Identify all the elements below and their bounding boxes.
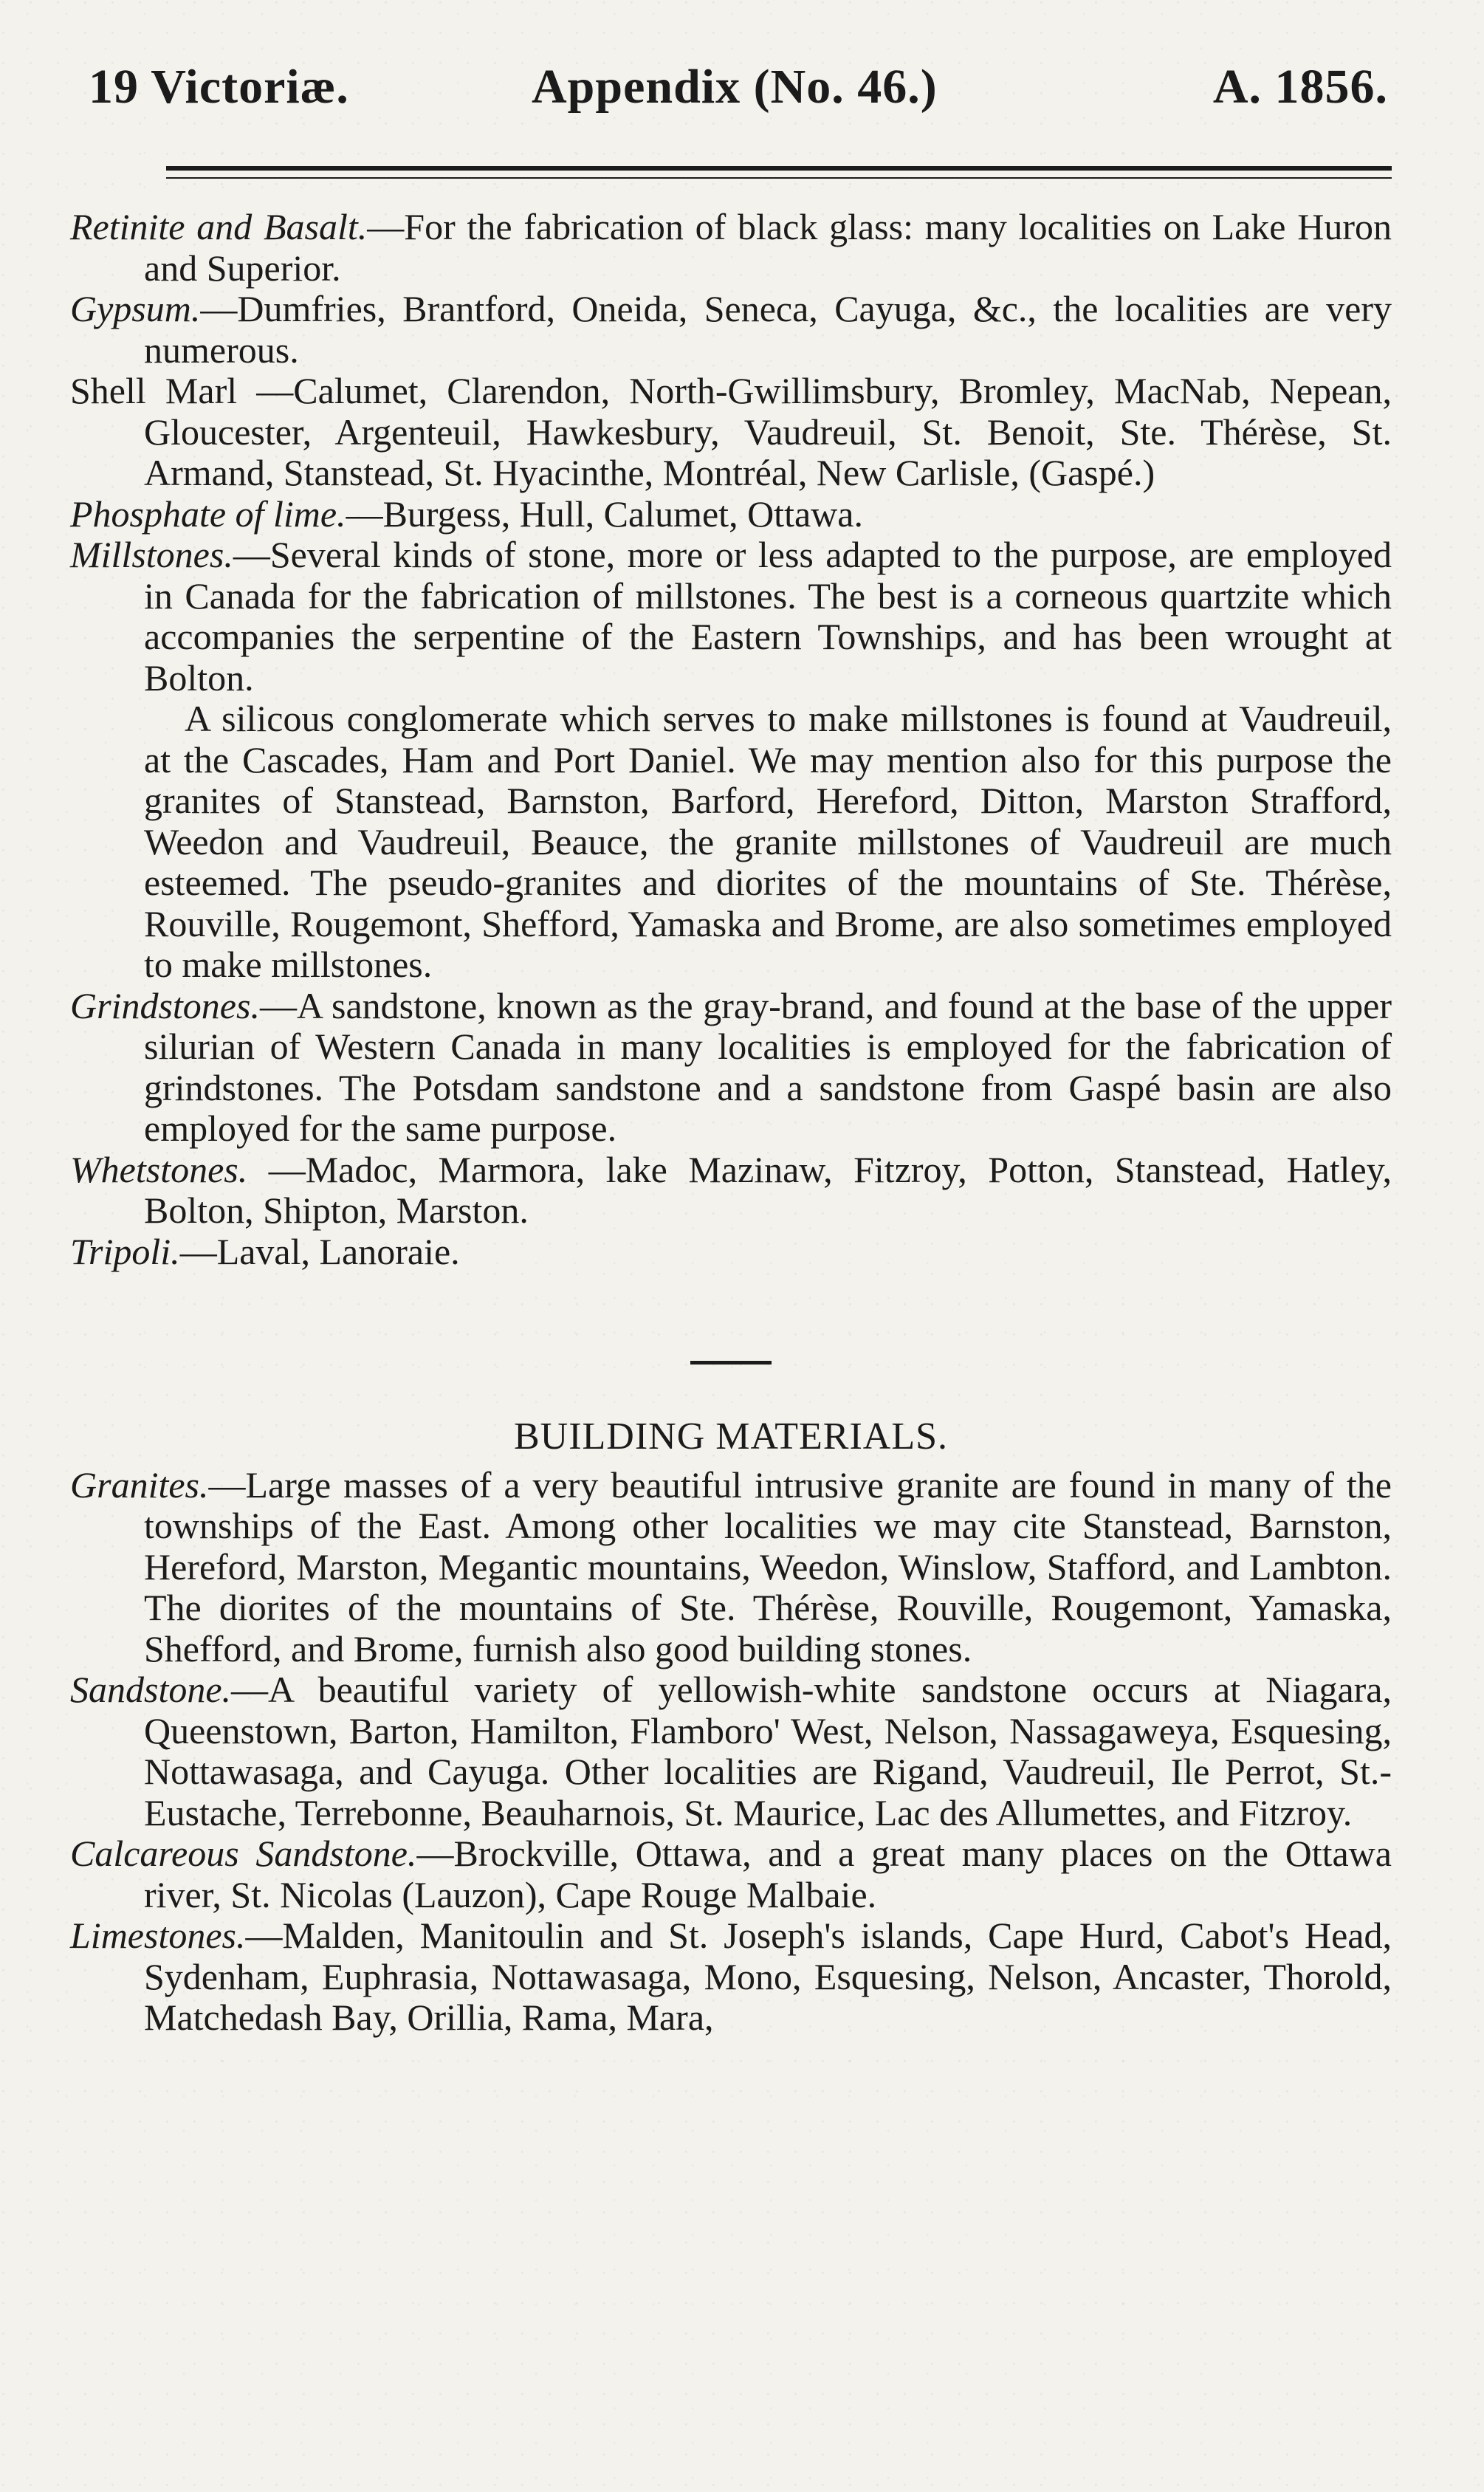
entry-tripoli	[70, 1232, 1392, 1273]
millstones-paragraph-2: A silicous conglomerate which serves to make millstones is found at Vaudreuil, at the Cascades, Ham and Port Daniel. We may mention also for this purpose the granites of Stanstead, Barnston, Barford, Hereford, Ditton, Marston Strafford, Weedon and Vaudreuil, Beauce, the granite millstones of Vaudreuil are much esteemed. The pseudo-granites and diorites of the mountains of Ste. Thérèse, Rouville, Rougemont, Shefford, Yamaska and Brome, are also sometimes employed to make millstones.	[144, 698, 1392, 985]
entry-granites	[70, 1465, 1392, 1670]
header-appendix: Appendix (No. 46.)	[532, 60, 938, 114]
entry-whetstones	[70, 1150, 1392, 1232]
header-year: A. 1856.	[1212, 60, 1388, 114]
entry-phosphate	[70, 494, 1392, 535]
entry-text: —Several kinds of stone, more or less adapted to the purpose, are employed in Canada for the fabrication of millstones. The best is a corneous quartzite which accompanies the serpentine of the Eastern Townships, and has been wrought at Bolton.	[144, 534, 1392, 698]
entry-term: Grindstones.	[70, 984, 260, 1026]
entry-text: —Dumfries, Brantford, Oneida, Seneca, Cayuga, &c., the localities are very numerous.	[144, 288, 1392, 371]
entry-term: Whetstones.	[70, 1148, 248, 1190]
body-text	[70, 207, 1392, 2039]
section-title: BUILDING MATERIALS.	[513, 1415, 949, 1458]
entry-text: —A sandstone, known as the gray-brand, and found at the base of the upper silurian of Western Canada in many localities is employed for the fabrication of grindstones. The Potsdam sandstone and a sandstone from Gaspé basin are also employed for the same purpose.	[144, 984, 1392, 1149]
entry-term: Gypsum.	[70, 288, 201, 329]
entry-text: —Large masses of a very beautiful intrusive granite are found in many of the townships of the East. Among other localities we may cite Stanstead, Barnston, Hereford, Marston, Megantic mountains, Weedon, Winslow, Stafford, and Lambton. The diorites of the mountains of Ste. Thérèse, Rouville, Rougemont, Yamaska, Shefford, and Brome, furnish also good building stones.	[144, 1463, 1392, 1669]
entry-gypsum	[70, 289, 1392, 371]
entry-text: —Malden, Manitoulin and St. Joseph's islands, Cape Hurd, Cabot's Head, Sydenham, Euphrasia, Nottawasaga, Mono, Esquesing, Nelson, Ancaster, Thorold, Matchedash Bay, Orillia, Rama, Mara,	[144, 1915, 1392, 2038]
entry-text: —Laval, Lanoraie.	[179, 1230, 460, 1272]
entry-term: Granites.	[70, 1463, 209, 1506]
entry-term: Calcareous Sandstone.	[70, 1833, 417, 1874]
entry-text: —Brockville, Ottawa, and a great many places on the Ottawa river, St. Nicolas (Lauzon), Cape Rouge Malbaie.	[144, 1833, 1392, 1915]
entry-term: Tripoli.	[70, 1230, 180, 1272]
entry-term: Phosphate of lime.	[70, 492, 346, 535]
entry-grindstones	[70, 986, 1392, 1150]
header-rule-thick	[166, 166, 1392, 171]
entry-text: Shell Marl —Calumet, Clarendon, North-Gwillimsbury, Bromley, MacNab, Nepean, Gloucester, Argenteuil, Hawkesbury, Vaudreuil, St. Benoit, Ste. Thérèse, St. Armand, Stanstead, St. Hyacinthe, Montréal, New Carlisle, (Gaspé.)	[70, 370, 1392, 493]
entry-retinite	[70, 207, 1392, 289]
running-header	[89, 59, 1395, 148]
entry-shell-marl	[70, 371, 1392, 494]
entry-millstones	[70, 535, 1392, 698]
header-rule-thin	[166, 177, 1392, 179]
entry-text: —Burgess, Hull, Calumet, Ottawa.	[346, 492, 863, 535]
entry-term: Retinite and Basalt.	[70, 206, 368, 247]
entry-term: Limestones.	[70, 1915, 246, 1956]
entry-text: —A beautiful variety of yellowish-white sandstone occurs at Niagara, Queenstown, Barton, Hamilton, Flamboro' West, Nelson, Nassagaweya, Esquesing, Nottawasaga, and Cayuga. Other localities are Rigand, Vaudreuil, Ile Perrot, St.-Eustache, Terrebonne, Beauharnois, St. Maurice, Lac des Allumettes, and Fitzroy.	[144, 1669, 1392, 1833]
section-separator	[690, 1361, 772, 1365]
entry-limestones	[70, 1915, 1392, 2039]
entry-calcareous-sandstone	[70, 1833, 1392, 1915]
entry-text: —For the fabrication of black glass: many localities on Lake Huron and Superior.	[144, 206, 1392, 289]
header-session: 19 Victoriæ.	[89, 60, 349, 114]
entry-term: Sandstone.	[70, 1669, 232, 1710]
entry-sandstone	[70, 1669, 1392, 1833]
entry-term: Millstones.	[70, 534, 233, 575]
entry-text: —Madoc, Marmora, lake Mazinaw, Fitzroy, Potton, Stanstead, Hatley, Bolton, Shipton, Marston.	[144, 1148, 1392, 1231]
